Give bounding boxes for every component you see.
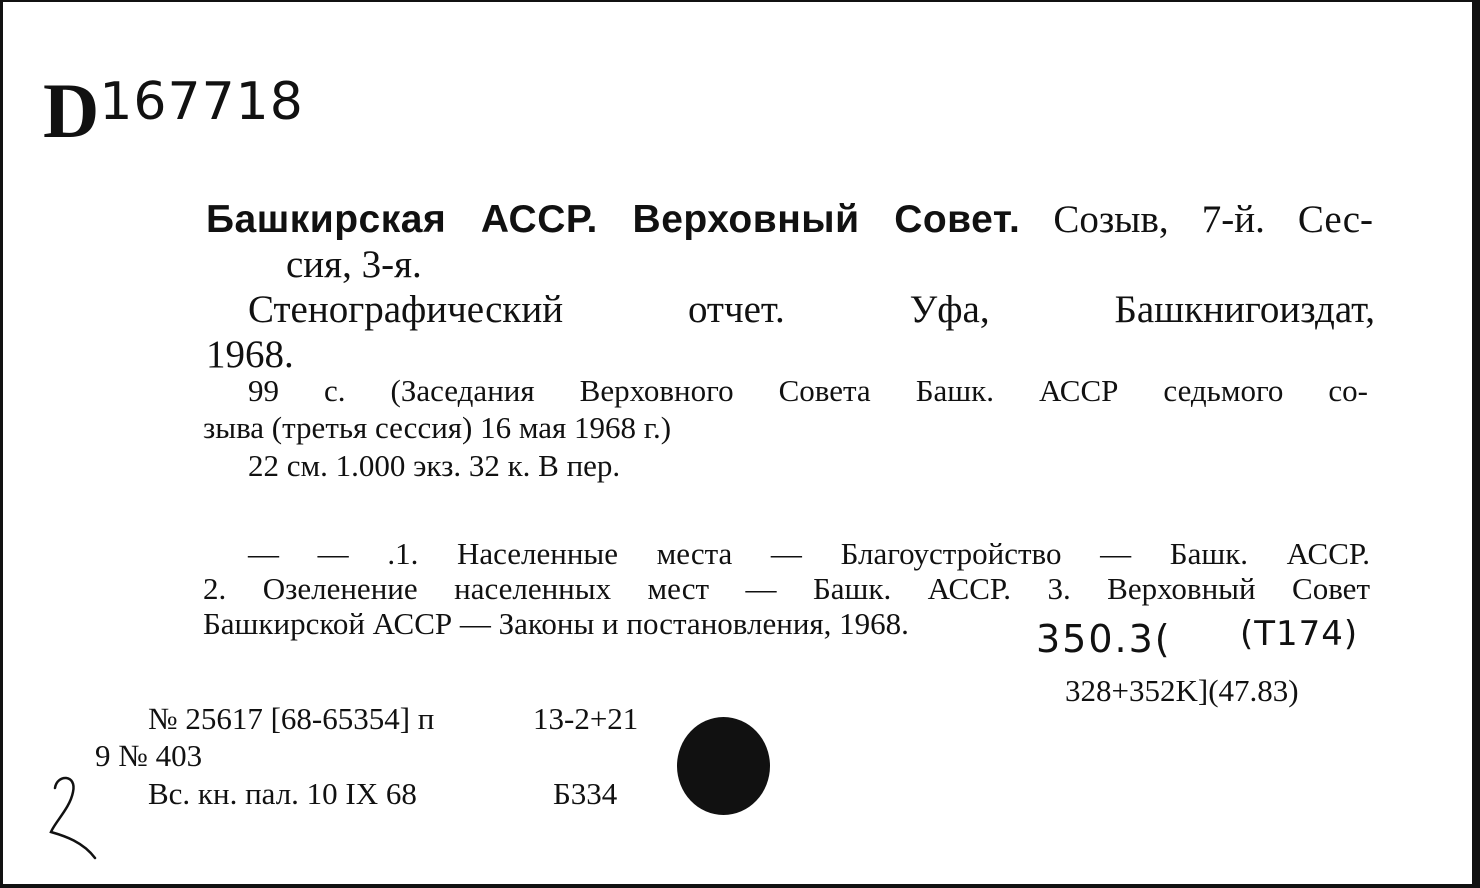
heading-line-1 <box>206 197 1373 242</box>
description-line-1: 99 с. (Заседания Верховного Совета Башк. АССР седьмого со- <box>248 373 1368 408</box>
title-line-2: 1968. <box>206 333 294 376</box>
record-number: № 25617 [68-65354] п <box>148 701 435 736</box>
handwritten-copy-mark <box>43 770 103 865</box>
price-code: Б334 <box>553 776 618 811</box>
title-line-1: Стенографический отчет. Уфа, Башкнигоиздат, <box>248 288 1375 331</box>
handwritten-classification: 350.3( <box>1036 617 1172 661</box>
call-number-digits: 167718 <box>99 72 304 132</box>
subjects-line-2: 2. Озеленение населенных мест — Башк. АССР. 3. Верховный Совет <box>203 571 1370 606</box>
description-line-2: зыва (третья сессия) 16 мая 1968 г.) <box>203 410 672 445</box>
print-number: 9 № 403 <box>95 738 203 773</box>
classification-index: 328+352K](47.83) <box>1065 673 1299 708</box>
description-line-3: 22 см. 1.000 экз. 32 к. В пер. <box>248 448 621 483</box>
handwritten-code: (T174) <box>1240 614 1359 654</box>
heading-rest: Созыв, 7-й. Сес- <box>1020 198 1373 241</box>
call-number-letter: D <box>43 67 100 154</box>
heading-line-2: сия, 3-я. <box>286 243 422 286</box>
subjects-line-1: — — .1. Населенные места — Благоустройство — Башк. АССР. <box>248 536 1370 571</box>
call-number <box>43 67 304 154</box>
heading-bold: Башкирская АССР. Верховный Совет. <box>206 198 1021 241</box>
book-chamber-line: Вс. кн. пал. 10 IX 68 <box>148 776 417 811</box>
signature-code: 13-2+21 <box>533 701 639 736</box>
subjects-line-3: Башкирской АССР — Законы и постановления, 1968. <box>203 606 909 641</box>
punched-hole <box>677 717 770 815</box>
